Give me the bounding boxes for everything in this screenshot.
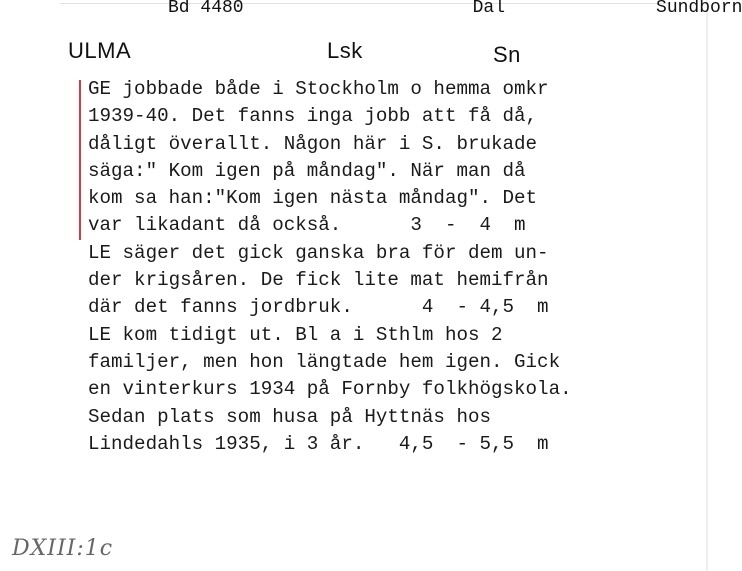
body-line: en vinterkurs 1934 på Fornby folkhögskola. (88, 378, 572, 401)
body-line: där det fanns jordbruk. 4 - 4,5 m (88, 296, 549, 319)
body-line: säga:" Kom igen på måndag". När man då (88, 159, 526, 182)
ulma-label: ULMA (68, 38, 132, 63)
card-right-edge (706, 0, 708, 571)
body-line: 1939-40. Det fanns inga jobb att få då, (88, 105, 538, 128)
card-body (88, 76, 688, 458)
lsk-value: Dal (472, 0, 506, 18)
body-line: der krigsåren. De fick lite mat hemifrån (88, 269, 549, 292)
lsk-label: Lsk (327, 38, 363, 63)
sn-label: Sn (493, 42, 521, 67)
sn-value: Sundborn (656, 0, 742, 18)
body-line: dåligt överallt. Någon här i S. brukade (88, 132, 538, 155)
card-top-edge (60, 3, 670, 4)
body-line: var likadant då också. 3 - 4 m (88, 214, 526, 237)
handwritten-signature: DXIII:1c (12, 536, 114, 561)
body-line: LE kom tidigt ut. Bl a i Sthlm hos 2 (88, 323, 503, 346)
body-line: kom sa han:"Kom igen nästa måndag". Det (88, 187, 538, 210)
body-line: Sedan plats som husa på Hyttnäs hos (88, 405, 492, 428)
body-line: LE säger det gick ganska bra för dem un- (88, 241, 549, 264)
body-line: GE jobbade både i Stockholm o hemma omkr (88, 78, 549, 100)
body-line: familjer, men hon längtade hem igen. Gick (88, 350, 561, 373)
body-line: Lindedahls 1935, i 3 år. 4,5 - 5,5 m (88, 432, 549, 455)
bd-number: Bd 4480 (168, 0, 244, 18)
red-margin-line (79, 80, 81, 240)
